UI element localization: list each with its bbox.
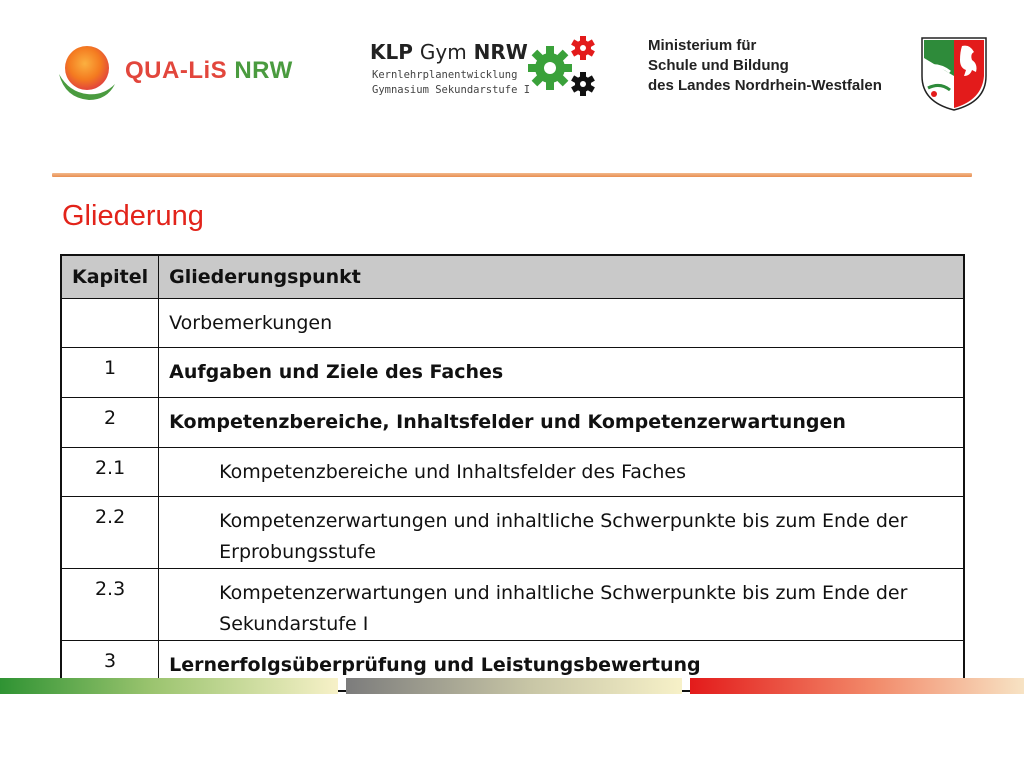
cell-kapitel: 1: [61, 348, 159, 398]
cell-text: Lernerfolgsüberprüfung und Leistungsbewertung: [159, 641, 964, 692]
cell-kapitel: 2.1: [61, 448, 159, 497]
cell-text: Aufgaben und Ziele des Faches: [159, 348, 964, 398]
cell-text: Kompetenzerwartungen und inhaltliche Schwerpunkte bis zum Ende der Erprobungsstufe: [159, 497, 964, 569]
klp-logo: [370, 38, 610, 108]
table-row: [61, 497, 964, 569]
header-gliederungspunkt: Gliederungspunkt: [159, 255, 964, 299]
qualis-wordmark-part1: QUA-LiS: [125, 57, 228, 84]
footer-bar-green: [0, 678, 338, 694]
page-title: Gliederung: [62, 200, 204, 232]
ministry-line-3: des Landes Nordrhein-Westfalen: [648, 77, 882, 94]
table-header-row: [61, 255, 964, 299]
cell-text: Kompetenzerwartungen und inhaltliche Schwerpunkte bis zum Ende der Sekundarstufe I: [159, 569, 964, 641]
nrw-crest-icon: [920, 36, 988, 112]
cell-kapitel: [61, 299, 159, 348]
table-row: [61, 299, 964, 348]
cell-text: Kompetenzbereiche und Inhaltsfelder des Faches: [159, 448, 964, 497]
klp-title: [370, 40, 528, 64]
table-row: [61, 348, 964, 398]
table-row: [61, 569, 964, 641]
ministry-logo: [648, 36, 908, 100]
qualis-sun-icon: [55, 40, 119, 104]
footer-bar-red: [690, 678, 1024, 694]
cell-kapitel: 2: [61, 398, 159, 448]
cell-kapitel: 2.2: [61, 497, 159, 569]
klp-subtitle-1: Kernlehrplanentwicklung: [372, 69, 518, 81]
cell-kapitel: 2.3: [61, 569, 159, 641]
qualis-wordmark-part2: NRW: [234, 57, 293, 84]
gears-icon: [525, 34, 605, 106]
klp-title-part1: KLP: [370, 40, 413, 64]
cell-kapitel: 3: [61, 641, 159, 692]
cell-text: Kompetenzbereiche, Inhaltsfelder und Kompetenzerwartungen: [159, 398, 964, 448]
klp-title-part3: NRW: [473, 40, 528, 64]
klp-title-part2: Gym: [419, 40, 467, 64]
ministry-line-2: Schule und Bildung: [648, 57, 789, 74]
klp-subtitle-2: Gymnasium Sekundarstufe I: [372, 84, 531, 96]
footer-bar-gray: [346, 678, 682, 694]
qualis-logo: [55, 40, 305, 104]
table-row: [61, 448, 964, 497]
qualis-wordmark: [125, 57, 293, 85]
header-kapitel: Kapitel: [61, 255, 159, 299]
ministry-line-1: Ministerium für: [648, 37, 757, 54]
header-divider: [52, 173, 972, 177]
cell-text: Vorbemerkungen: [159, 299, 964, 348]
toc-table: [60, 254, 965, 692]
table-row: [61, 398, 964, 448]
